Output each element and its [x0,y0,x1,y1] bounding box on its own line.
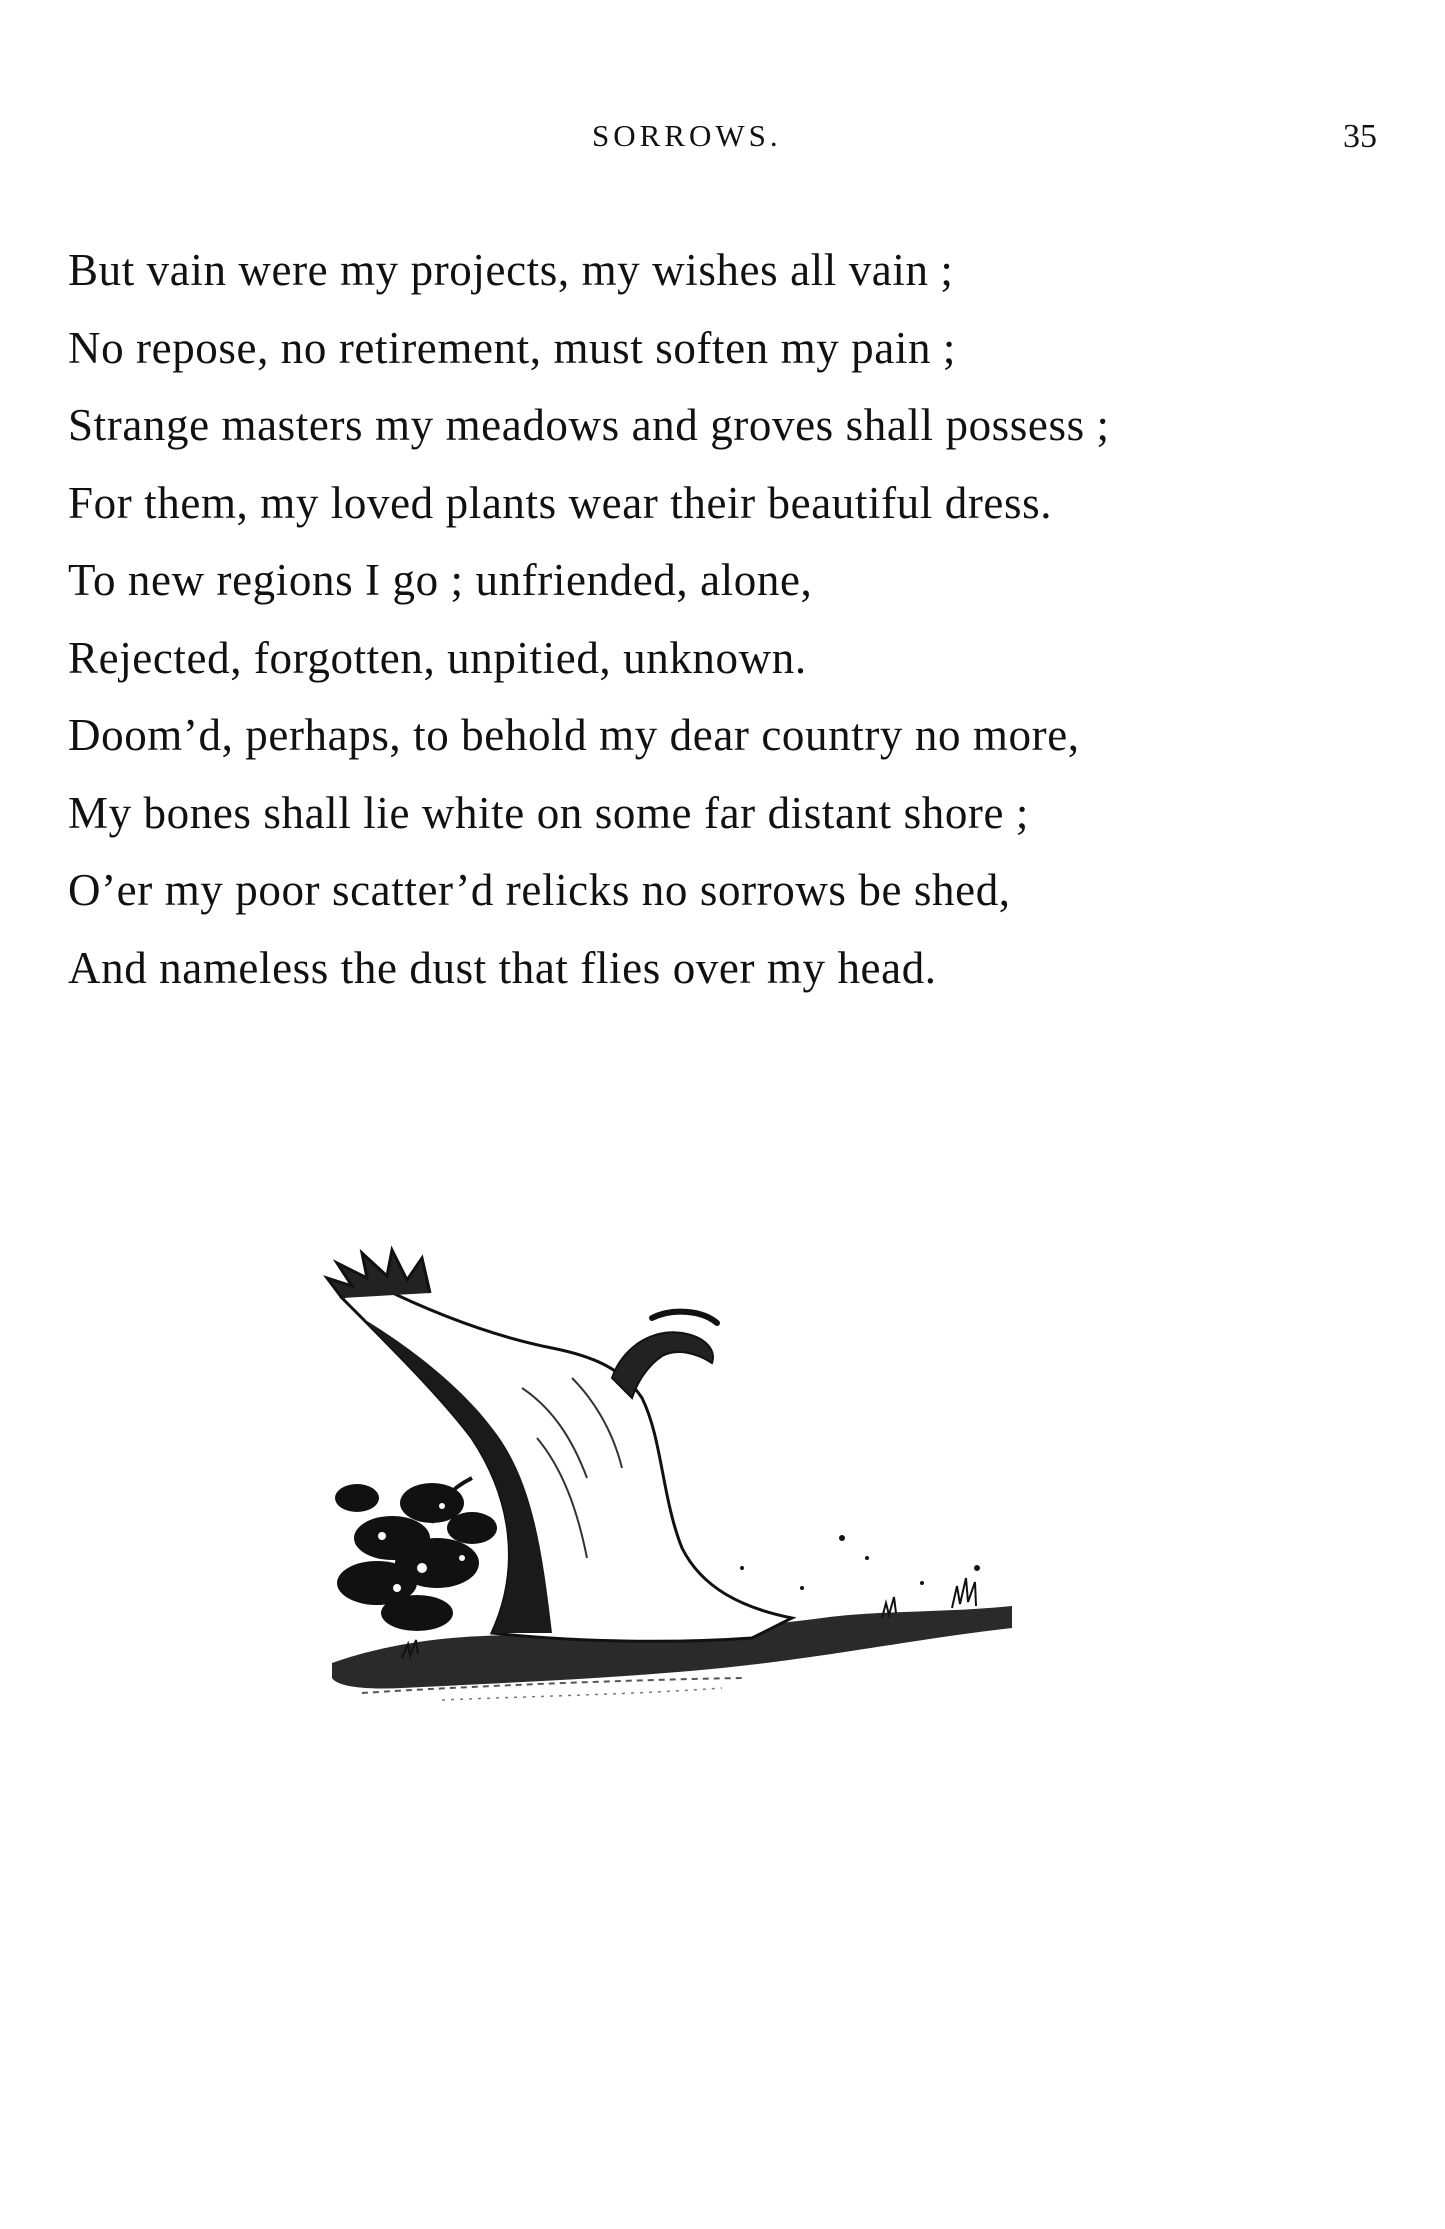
poem-line: My bones shall lie white on some far distant shore ; [68,787,1030,838]
poem-line: For them, my loved plants wear their beautiful dress. [68,477,1053,528]
poem-line: Strange masters my meadows and groves shall possess ; [68,400,1110,450]
poem-line: To new regions I go ; unfriended, alone, [68,555,813,605]
poem-line: But vain were my projects, my wishes all vain ; [68,245,954,295]
page-number: 35 [1343,118,1377,155]
poem-line: And nameless the dust that flies over my head. [68,942,937,993]
poem-line: No repose, no retirement, must soften my pain ; [68,322,957,373]
running-head: SORROWS. [592,118,782,153]
poem-line: Doom’d, perhaps, to behold my dear country no more, [68,710,1080,760]
broken-tree-vignette-icon [322,1238,1022,1708]
poem-line: Rejected, forgotten, unpitied, unknown. [68,632,807,683]
poem-text [68,232,1388,1007]
poem-line: O’er my poor scatter’d relicks no sorrows be shed, [68,865,1011,915]
